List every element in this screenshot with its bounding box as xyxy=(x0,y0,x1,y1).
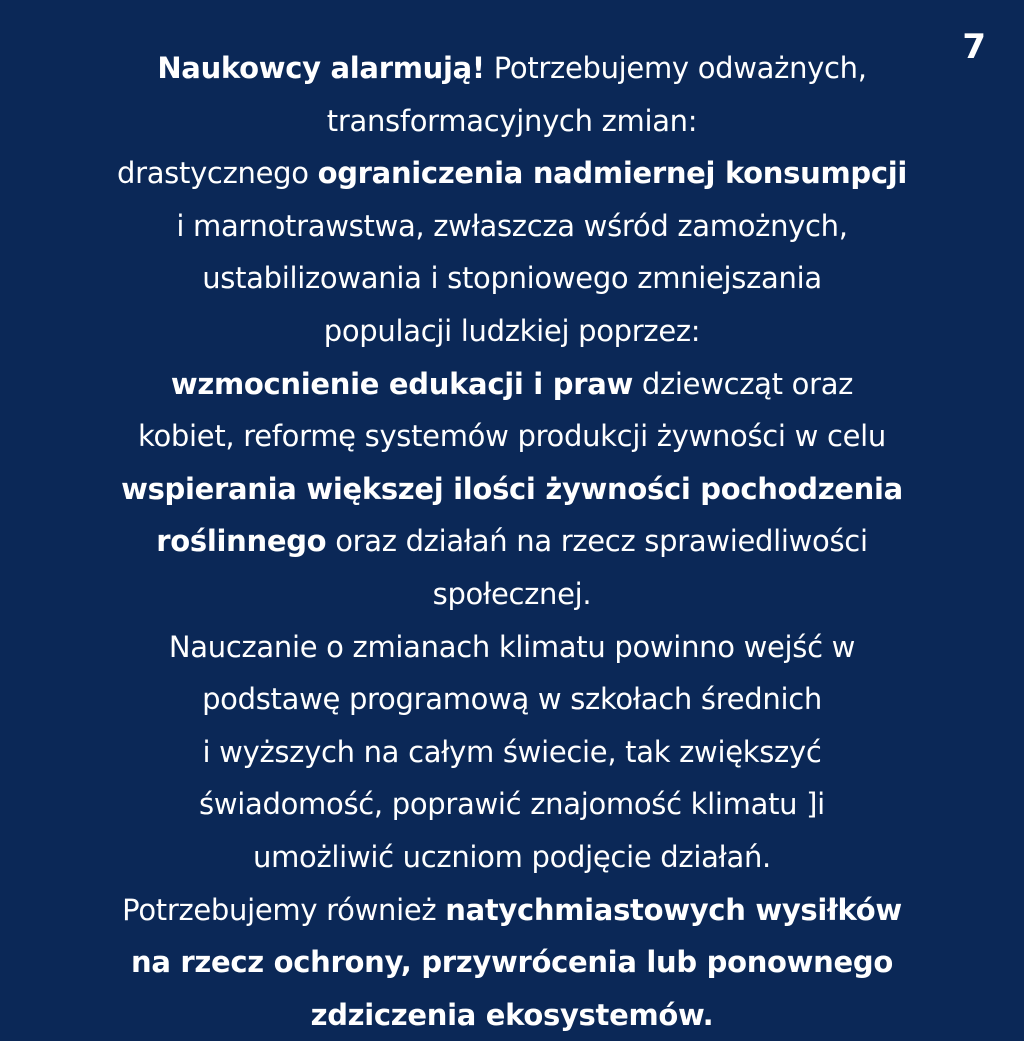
text-run: dziewcząt oraz xyxy=(632,366,854,401)
text-line-2 xyxy=(30,95,994,148)
text-run: Potrzebujemy odważnych, xyxy=(484,51,867,85)
text-line-4 xyxy=(30,200,994,253)
text-run: natychmiastowych wysiłków xyxy=(445,892,902,927)
text-line-14 xyxy=(30,726,994,779)
text-line-18 xyxy=(30,936,994,989)
text-line-8 xyxy=(30,410,994,463)
text-line-9 xyxy=(30,463,994,516)
text-run: wspierania większej ilości żywności pochodzenia xyxy=(121,471,903,506)
text-run: umożliwić uczniom podjęcie działań. xyxy=(253,839,771,874)
page-number: 7 xyxy=(962,27,986,67)
text-run: kobiet, reformę systemów produkcji żywności w celu xyxy=(138,419,886,454)
text-line-17 xyxy=(30,884,994,937)
text-line-6 xyxy=(30,305,994,358)
text-run: ograniczenia nadmiernej konsumpcji xyxy=(317,156,908,191)
text-run: i marnotrawstwa, zwłaszcza wśród zamożnych, xyxy=(176,208,848,243)
text-line-3 xyxy=(30,147,994,200)
text-run: transformacyjnych zmian: xyxy=(326,103,698,138)
text-run: świadomość, poprawić znajomość klimatu ]i xyxy=(199,787,825,822)
text-line-7 xyxy=(30,358,994,411)
text-line-16 xyxy=(30,831,994,884)
text-line-13 xyxy=(30,673,994,726)
text-run: Nauczanie o zmianach klimatu powinno wejść w xyxy=(168,629,856,664)
text-run: drastycznego xyxy=(116,156,318,191)
text-line-11 xyxy=(30,568,994,621)
text-line-5 xyxy=(30,252,994,305)
text-run: na rzecz ochrony, przywrócenia lub ponownego xyxy=(131,945,893,980)
text-run: oraz działań na rzecz sprawiedliwości xyxy=(326,524,868,559)
text-line-12 xyxy=(30,621,994,674)
text-line-10 xyxy=(30,515,994,568)
text-run: roślinnego xyxy=(156,524,327,559)
text-line-15 xyxy=(30,778,994,831)
text-run: wzmocnienie edukacji i praw xyxy=(170,366,633,401)
text-run: populacji ludzkiej poprzez: xyxy=(323,313,701,348)
text-run: ustabilizowania i stopniowego zmniejszania xyxy=(202,261,822,296)
text-line-1 xyxy=(30,42,994,95)
text-run: i wyższych na całym świecie, tak zwiększyć xyxy=(202,734,822,769)
body-text xyxy=(30,42,994,1041)
text-run: podstawę programową w szkołach średnich xyxy=(202,682,822,717)
text-run: zdziczenia ekosystemów. xyxy=(310,997,714,1032)
text-run: społecznej. xyxy=(432,576,592,611)
text-line-19 xyxy=(30,989,994,1041)
text-run: Potrzebujemy również xyxy=(122,892,446,927)
text-run: Naukowcy alarmują! xyxy=(157,51,485,85)
